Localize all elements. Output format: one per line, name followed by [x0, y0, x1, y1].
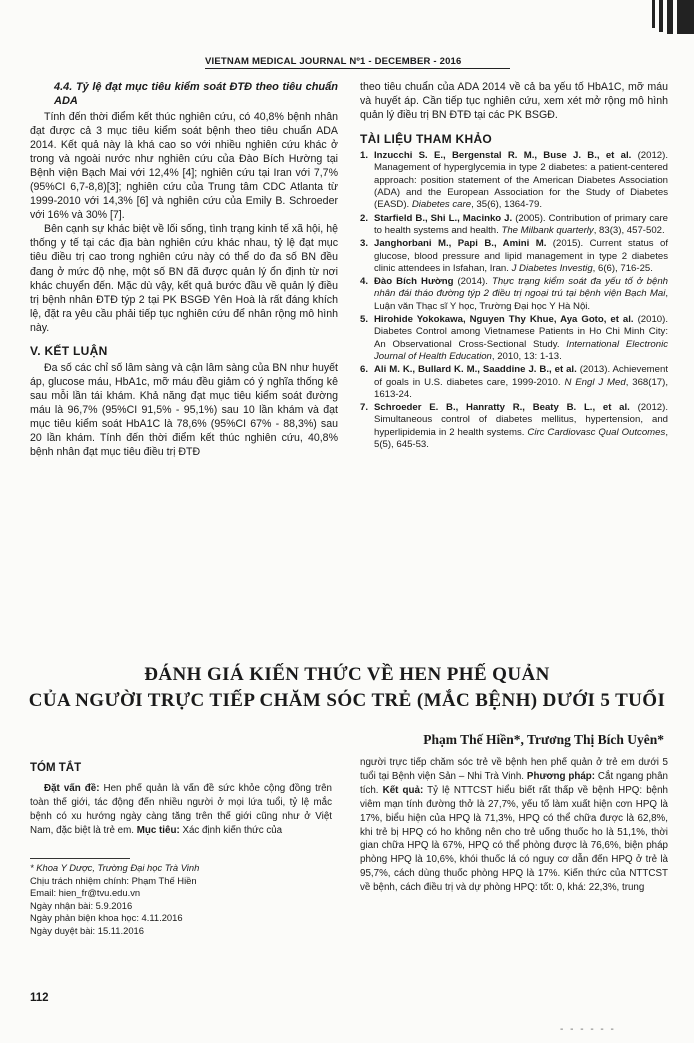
scan-corner-mark	[646, 0, 694, 34]
reference-tail: , 5(5), 645-53.	[374, 426, 668, 451]
reference-tail: , 35(6), 1364-79.	[471, 199, 542, 211]
footnote-approved: Ngày duyệt bài: 15.11.2016	[30, 924, 144, 936]
reference-text: (2014).	[453, 276, 492, 288]
abstract-label: Phương pháp:	[526, 770, 596, 782]
abstract-text: Xác định kiến thức của	[179, 824, 283, 836]
reference-tail: , 368(17), 1613-24.	[374, 376, 668, 400]
reference-item	[360, 213, 668, 238]
reference-journal: J Diabetes Investig	[511, 262, 593, 274]
continued-paragraph: theo tiêu chuẩn của ADA 2014 về cả ba yếu tố HbA1C, mỡ máu và huyết áp. Cần tiếp tục nghiên cứu, xem xét mở rộng mô hình quản lý điều trị BN ĐTĐ tại các PK BSGĐ.	[360, 81, 668, 122]
reference-journal: Diabetes care	[411, 199, 472, 211]
reference-authors: Inzucchi S. E., Bergenstal R. M., Buse J. B., et al.	[374, 150, 632, 162]
reference-authors: Đào Bích Hường	[374, 276, 454, 288]
right-column	[360, 80, 668, 452]
abstract-left-text	[30, 782, 332, 838]
reference-item	[360, 238, 668, 275]
abstract-label: Mục tiêu:	[136, 824, 180, 836]
reference-authors: Starfield B., Shi L., Macinko J.	[374, 212, 513, 224]
reference-text: (2013). Achievement of goals in U.S. diabetes care, 1999-2010.	[374, 364, 668, 388]
footnote-rule	[30, 858, 130, 859]
reference-authors: Ali M. K., Bullard K. M., Saaddine J. B., et al.	[374, 364, 577, 376]
reference-journal: Circ Cardiovasc Qual Outcomes	[527, 426, 666, 438]
reference-text: (2012). Simultaneous control of diabetes mellitus, hypertension, and hyperlipidemia in 2 health systems.	[374, 402, 668, 438]
reference-text: (2005). Contribution of primary care to health systems and health.	[374, 212, 668, 236]
abstract-right-text	[360, 756, 668, 895]
reference-tail: , 2010, 13: 1-13.	[491, 350, 562, 362]
abstract-label: Kết quả:	[382, 784, 424, 796]
footnote-affiliation: * Khoa Y Dược, Trường Đại học Trà Vinh	[30, 862, 200, 873]
reference-tail: , 83(3), 457-502.	[593, 224, 665, 236]
reference-text: (2012). Management of hyperglycemia in type 2 diabetes: a patient-centered approach: position statement of the American Diabetes Association (ADA) and the European Association for the Study of Diabetes (EASD).	[374, 150, 668, 211]
reference-number: 5.	[360, 314, 369, 326]
reference-journal: N Engl J Med	[564, 376, 626, 388]
reference-authors: Hirohide Yokokawa, Nguyen Thy Khue, Aya Goto, et al.	[374, 314, 634, 326]
reference-authors: Schroeder E. B., Hanratty R., Beaty B. L., et al.	[374, 402, 630, 414]
reference-item	[360, 402, 668, 451]
reference-number: 3.	[360, 238, 369, 250]
abstract-text: người trực tiếp chăm sóc trẻ về bệnh hen phế quản ở trẻ em dưới 5 tuổi tại Bệnh viện Sản – Nhi Trà Vinh.	[360, 757, 668, 782]
references-list	[360, 150, 668, 451]
reference-journal: The Milbank quarterly	[501, 224, 594, 236]
reference-item	[360, 276, 668, 313]
reference-number: 6.	[360, 364, 369, 376]
conclusion-paragraph: Đa số các chỉ số lâm sàng và cận lâm sàng của BN như huyết áp, glucose máu, HbA1c, mỡ máu đều giảm có ý nghĩa thống kê sau mỗi lần tái khám. Khả năng đạt mục tiêu kiểm soát đường máu là 96,7% (95%CI 91,5% - 95,1%) sau 10 lần khám và đạt mục tiêu kiểm soát HbA1C là 78,6% (95%CI 67% - 88,3%) sau 20 lần khám. Tính đến thời điểm kết thúc nghiên cứu, 40,8% bệnh nhân đạt mục tiêu điều trị ĐTĐ	[30, 361, 338, 459]
references-heading: TÀI LIỆU THAM KHẢO	[360, 132, 493, 147]
article-title-line-2: CỦA NGƯỜI TRỰC TIẾP CHĂM SÓC TRẺ (MẮC BỆNH) DƯỚI 5 TUỔI	[28, 690, 666, 711]
article-title-line-1: ĐÁNH GIÁ KIẾN THỨC VỀ HEN PHẾ QUẢN	[144, 664, 550, 685]
reference-item	[360, 314, 668, 363]
reference-number: 7.	[360, 402, 369, 414]
section-subheading: 4.4. Tỷ lệ đạt mục tiêu kiểm soát ĐTĐ theo tiêu chuẩn ADA	[54, 81, 338, 107]
reference-number: 2.	[360, 212, 369, 224]
reference-authors: Janghorbani M., Papi B., Amini M.	[374, 238, 547, 250]
footnote-received: Ngày nhận bài: 5.9.2016	[30, 899, 133, 911]
reference-number: 4.	[360, 276, 369, 288]
abstract-text: Cắt ngang phân tích.	[360, 770, 668, 796]
footnote-block	[30, 862, 330, 938]
footnote-responsible: Chịu trách nhiệm chính: Phạm Thế Hiền	[30, 874, 197, 886]
footnote-email: Email: hien_fr@tvu.edu.vn	[30, 887, 141, 899]
reference-tail: , Luận văn Thạc sĩ Y học, Trường Đại học Y Hà Nội.	[374, 288, 668, 312]
reference-item	[360, 364, 668, 401]
conclusion-heading: V. KẾT LUẬN	[30, 343, 108, 358]
body-paragraph: Tính đến thời điểm kết thúc nghiên cứu, có 40,8% bệnh nhân đạt được cả 3 mục tiêu kiểm soát bệnh theo tiêu chuẩn ADA 2014. Kết quả này là khá cao so với nhiều nghiên cứu khác ở trong và ngoài nước như nghiên cứu của Đào Bích Hường tại Bệnh viện Bạch Mai với 12,4% [4]; nghiên cứu tại Iran với 7,7% (95%CI 6,7-8,8)[3]; nghiên cứu của Trung tâm CDC Atlanta từ 1999-2010 với 14,3% [6] và nghiên cứu của Emily B. Schroeder với 16% và 30% [7].	[30, 111, 338, 222]
left-column	[30, 80, 338, 459]
reference-item	[360, 150, 668, 211]
page-number: 112	[30, 992, 49, 1004]
journal-running-header: VIETNAM MEDICAL JOURNAL Nº1 - DECEMBER - 2016	[205, 56, 510, 69]
abstract-heading: TÓM TẮT	[30, 762, 82, 774]
footnote-reviewed: Ngày phản biện khoa học: 4.11.2016	[30, 912, 183, 924]
reference-tail: , 6(6), 716-25.	[592, 262, 653, 274]
abstract-text: Hen phế quản là vấn đề sức khỏe cộng đồng trên toàn thế giới, tác động đến nhiều người ở mọi lứa tuổi, tỷ lệ mắc bệnh có xu hướng ngày càng tăng trên thế giới cũng như ở Việt Nam, đặc biệt là trẻ em.	[30, 783, 332, 836]
article-authors: Phạm Thế Hiền*, Trương Thị Bích Uyên*	[423, 732, 664, 747]
abstract-text: Tỷ lệ NTTCST hiểu biết rất thấp về bệnh HPQ: bệnh viêm mạn tính đường thở là 27,7%, yếu tố làm xuất hiện cơn HPQ là 17%, biểu hiện của HPQ là 71,3%, HPQ có thể chữa được là 62,8%, khi trẻ bị HPQ có ho không nên cho trẻ uống thuốc ho là 51,1%, thời gian chữa HPQ là 67%, HPQ có thể phòng được là 76,6%, biện pháp phòng HPQ là 10,6%, khói thuốc lá có nguy cơ dẫn đến HPQ ở trẻ là 95,7%, cách dùng thuốc phòng HPQ là 17%. Kiến thức của NTTCST về bệnh, cách điều trị và dự phòng HPQ: tốt: 0, khá: 22,3%, trung	[360, 784, 668, 894]
reference-text: (2015). Current status of glucose, blood pressure and lipid management in type 2 diabetes clinic attendees in Isfahan, Iran.	[374, 238, 668, 274]
reference-number: 1.	[360, 150, 369, 162]
scan-artifact-dots: - - - - - -	[560, 1024, 616, 1035]
body-paragraph: Bên cạnh sự khác biệt về lối sống, tình trạng kinh tế xã hội, hệ thống y tế tại các địa bàn nghiên cứu khác nhau, tỷ lệ đạt mục tiêu điều trị cao trong nghiên cứu này có thể do đa số BN đều đang ở mức độ nhẹ, một số BN đã được quản lý ổn định từ nơi khác chuyển đến. Mặc dù vậy, kết quả bước đầu về quản lý điều trị bệnh nhân ĐTĐ týp 2 tại PK BSGĐ Yên Hoà là rất đáng khích lệ, đặt ra yêu cầu phải tiếp tục nghiên cứu để nhân rộng mô hình này.	[30, 223, 338, 334]
reference-journal: International Electronic Journal of Health Education	[374, 338, 668, 362]
abstract-label: Đặt vấn đề:	[44, 783, 100, 794]
reference-journal: Thực trạng kiểm soát đa yếu tố ở bệnh nhân đái tháo đường týp 2 điều trị ngoại trú tại bệnh viện Bạch Mai	[374, 276, 668, 300]
reference-text: (2010). Diabetes Control among Vietnamese Patients in Ho Chi Minh City: An Observational Cross-Sectional Study.	[374, 314, 668, 350]
